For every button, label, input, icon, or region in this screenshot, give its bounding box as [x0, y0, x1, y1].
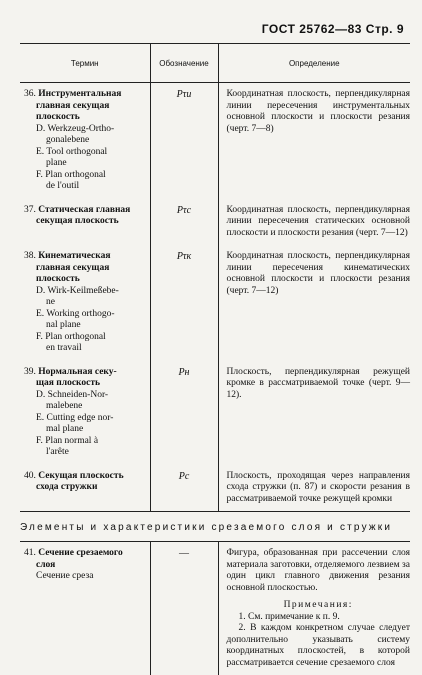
foreign-equivalent: ne — [46, 297, 55, 307]
table-row — [20, 465, 410, 512]
foreign-equivalent: gonalebene — [46, 135, 90, 145]
foreign-equivalent: F. Plan orthogonal — [36, 169, 106, 180]
symbol-cell: Pτк — [150, 245, 218, 361]
column-definition: Определение — [218, 44, 410, 83]
table-row — [20, 542, 410, 675]
symbol-cell: — — [150, 542, 218, 675]
terms-table-page — [20, 43, 410, 675]
term-cell — [20, 542, 150, 675]
term-name-line: слоя — [36, 559, 56, 570]
definition-cell — [218, 542, 410, 675]
term-name-line: плоскость — [36, 112, 80, 122]
term-name-line: щая плоскость — [36, 378, 101, 388]
term-name-line: Статическая главная — [38, 204, 131, 215]
table-row — [20, 361, 410, 465]
foreign-equivalent: en travail — [46, 343, 82, 353]
definition-cell: Плоскость, проходящая через направления схода стружки (п. 87) и скорости резания в рассматриваемой точке режущей кромки — [226, 470, 410, 504]
table-row — [20, 83, 410, 199]
term-name-line: главная секущая — [36, 262, 110, 273]
term-name-line: плоскость — [36, 274, 80, 284]
term-synonym: Сечение среза — [36, 571, 94, 581]
term-cell — [20, 83, 150, 199]
note-2: 2. В каждом конкретном случае следует дополнительно указывать систему координатных плоскостей, в которой рассматривается сечение срезаемого слоя — [226, 623, 410, 668]
term-name-line: Секущая плоскость — [38, 470, 124, 481]
page-header: ГОСТ 25762—83 Стр. 9 — [261, 22, 404, 36]
term-number: 40. — [24, 470, 36, 481]
term-number: 41. — [24, 548, 36, 558]
table-row — [20, 199, 410, 246]
foreign-equivalent: D. Wirk-Keilmeßebe- — [36, 285, 119, 296]
foreign-equivalent: de l'outil — [46, 181, 80, 191]
foreign-equivalent: malebene — [46, 401, 83, 411]
foreign-equivalent: D. Schneiden-Nor- — [36, 389, 109, 400]
section-title: Элементы и характеристики срезаемого слоя и стружки — [20, 511, 410, 542]
foreign-equivalent: plane — [46, 158, 67, 168]
term-name-line: Кинематическая — [38, 251, 111, 261]
definition-cell: Плоскость, перпендикулярная режущей кромке в рассматриваемой точке (черт. 9—12). — [226, 366, 410, 400]
term-name-line: секущая плоскость — [36, 216, 119, 226]
foreign-equivalent: E. Cutting edge nor- — [36, 412, 114, 423]
symbol-cell: Pн — [150, 361, 218, 465]
definition-cell: Координатная плоскость, перпендикулярная линии пересечения кинематических основной плоскости и плоскости резания (черт. 7—12) — [226, 251, 410, 296]
column-symbol: Обозначение — [150, 44, 218, 83]
term-number: 37. — [24, 204, 36, 215]
term-name-line: схода стружки — [36, 482, 98, 492]
foreign-equivalent: F. Plan normal à — [36, 435, 99, 446]
definition-cell: Координатная плоскость, перпендикулярная линии пересечения статических основной плоскости и плоскости резания (черт. 7—12) — [226, 204, 410, 238]
symbol-cell: Pτс — [150, 199, 218, 246]
foreign-equivalent: F. Plan orthogonal — [36, 331, 106, 342]
foreign-equivalent: nal plane — [46, 320, 81, 330]
term-cell — [20, 245, 150, 361]
term-name-line: Нормальная секу- — [38, 366, 117, 377]
term-name-line: Инструментальная — [38, 89, 122, 99]
term-name-line: главная секущая — [36, 100, 110, 111]
terms-table — [20, 43, 410, 511]
foreign-equivalent: E. Working orthogo- — [36, 308, 115, 319]
term-number: 38. — [24, 251, 36, 261]
term-cell — [20, 465, 150, 512]
note-1: 1. См. примечание к п. 9. — [238, 611, 340, 622]
notes-title: Примечания: — [283, 600, 353, 610]
foreign-equivalent: mal plane — [46, 424, 84, 434]
table-header-row — [20, 44, 410, 83]
foreign-equivalent: l'arête — [46, 447, 69, 457]
foreign-equivalent: E. Tool orthogonal — [36, 146, 108, 157]
term-cell — [20, 199, 150, 246]
term-number: 36. — [24, 89, 36, 99]
terms-table-continued — [20, 542, 410, 675]
definition-cell: Координатная плоскость, перпендикулярная линии пересечения инструментальных основной плоскости и плоскости резания (черт. 7—8) — [226, 89, 410, 134]
symbol-cell: Pτи — [150, 83, 218, 199]
symbol-cell: Pс — [150, 465, 218, 512]
term-number: 39. — [24, 366, 36, 377]
term-cell — [20, 361, 150, 465]
table-row — [20, 245, 410, 361]
foreign-equivalent: D. Werkzeug-Ortho- — [36, 123, 115, 134]
column-term: Термин — [20, 44, 150, 83]
term-name-line: Сечение срезаемого — [38, 548, 123, 558]
definition-text: Фигура, образованная при рассечении слоя материала заготовки, отделяемого лезвием за один цикл главного движения резания основной плоскостью. — [226, 548, 410, 593]
